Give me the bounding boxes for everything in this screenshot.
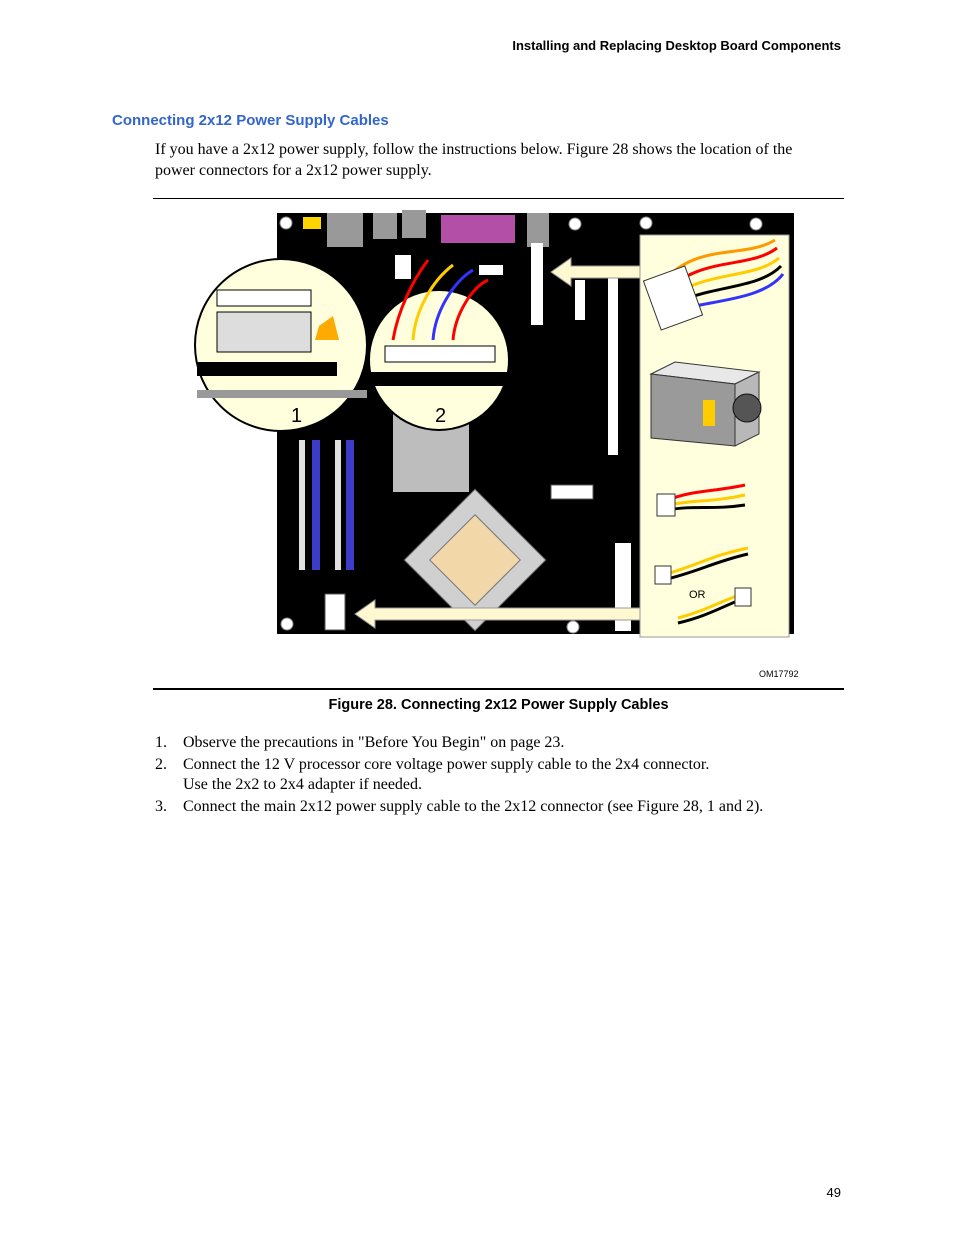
running-header: Installing and Replacing Desktop Board Components [512, 38, 841, 53]
step-text: Connect the main 2x12 power supply cable to the 2x12 connector (see Figure 28, 1 and 2). [183, 798, 764, 815]
step-number: 2. [155, 756, 167, 773]
list-item [155, 755, 845, 795]
or-label: OR [689, 589, 706, 601]
steps-list [155, 733, 845, 819]
step-number: 3. [155, 798, 167, 815]
step-number: 1. [155, 734, 167, 751]
intro-paragraph: If you have a 2x12 power supply, follow the instructions below. Figure 28 shows the location of the power connectors for a 2x12 power supply. [155, 141, 793, 179]
mount-hole [569, 218, 581, 230]
step-text: Observe the precautions in "Before You Begin" on page 23. [183, 734, 565, 751]
mount-hole [750, 218, 762, 230]
step-text: Connect the 12 V processor core voltage power supply cable to the 2x4 connector. [183, 756, 710, 773]
page-number: 49 [826, 1185, 841, 1200]
figure-28 [153, 200, 844, 687]
callout-label-2: 2 [435, 405, 447, 427]
mount-hole [281, 618, 293, 630]
mount-hole [640, 217, 652, 229]
section-heading: Connecting 2x12 Power Supply Cables [112, 112, 389, 129]
motherboard-illustration [153, 200, 844, 687]
figure-top-rule [153, 198, 844, 199]
mount-hole [280, 217, 292, 229]
step-text-continued: Use the 2x2 to 2x4 adapter if needed. [183, 776, 423, 793]
list-item [155, 733, 845, 753]
figure-caption: Figure 28. Connecting 2x12 Power Supply Cables [328, 697, 669, 713]
callout-label-1: 1 [291, 405, 303, 427]
figure-code: OM17792 [759, 669, 799, 679]
list-item [155, 797, 845, 817]
callout-circle-1 [195, 259, 367, 431]
figure-bottom-rule [153, 688, 844, 690]
mount-hole [567, 621, 579, 633]
